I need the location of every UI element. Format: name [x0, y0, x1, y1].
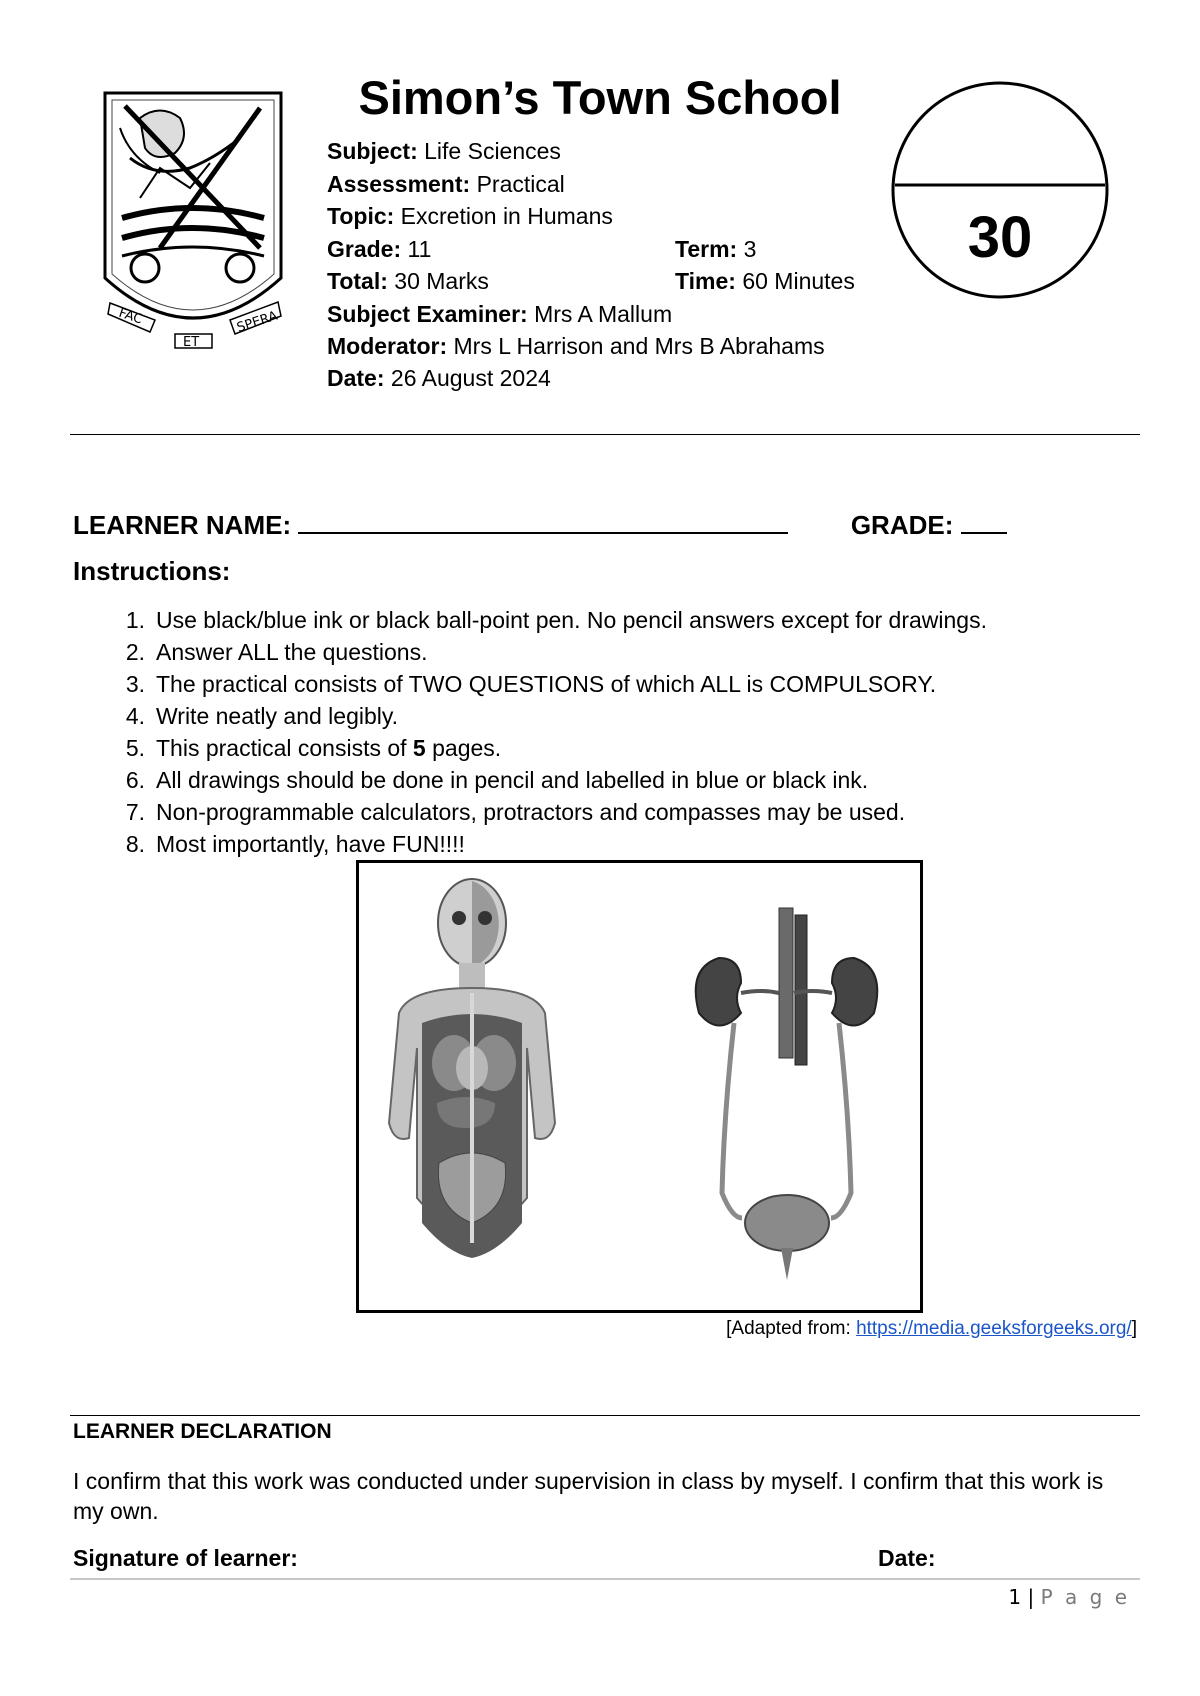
- header-divider: [70, 434, 1140, 435]
- declaration-date-label: Date:: [878, 1545, 936, 1571]
- topic-line: Topic: Excretion in Humans: [327, 203, 613, 229]
- page-number: 1: [1008, 1585, 1022, 1609]
- time-line: Time: 60 Minutes: [675, 268, 855, 294]
- attribution-link[interactable]: https://media.geeksforgeeks.org/: [856, 1318, 1132, 1339]
- motto-fac: FAC: [116, 305, 145, 328]
- learner-grade-blank[interactable]: [961, 506, 1007, 534]
- urinary-system-icon: [696, 908, 878, 1280]
- list-item: 7. Non-programmable calculators, protractors and compasses may be used.: [125, 799, 906, 825]
- list-item: 6. All drawings should be done in pencil and labelled in blue or black ink.: [125, 767, 869, 793]
- score-total: 30: [967, 205, 1033, 270]
- term-line: Term: 3: [675, 236, 757, 262]
- motto-spera: SPERA: [235, 308, 280, 336]
- score-circle: [888, 80, 1112, 300]
- footer-divider: [70, 1578, 1140, 1580]
- assessment-line: Assessment: Practical: [327, 171, 565, 197]
- examiner-line: Subject Examiner: Mrs A Mallum: [327, 301, 673, 327]
- learner-grade-label: GRADE:: [850, 510, 954, 540]
- list-item: 8. Most importantly, have FUN!!!!: [125, 831, 465, 857]
- learner-name-blank[interactable]: [298, 506, 788, 534]
- date-line: Date: 26 August 2024: [327, 365, 551, 391]
- human-anatomy-illustration: [359, 863, 920, 1310]
- page-word: P a g e: [1040, 1585, 1130, 1609]
- page-footer: 1 | P a g e: [1008, 1585, 1130, 1609]
- list-item: 1. Use black/blue ink or black ball-point pen. No pencil answers except for drawings.: [125, 607, 987, 633]
- learner-name-label: LEARNER NAME:: [73, 510, 292, 540]
- declaration-divider: [70, 1415, 1140, 1416]
- human-torso-icon: [389, 879, 555, 1258]
- list-item: 5. This practical consists of 5 pages.: [125, 735, 502, 761]
- school-crest-icon: [100, 88, 286, 358]
- moderator-line: Moderator: Mrs L Harrison and Mrs B Abrahams: [327, 333, 825, 359]
- declaration-heading: LEARNER DECLARATION: [73, 1420, 332, 1443]
- motto-et: ET: [183, 335, 200, 350]
- list-item: 4. Write neatly and legibly.: [125, 703, 399, 729]
- school-name: Simon’s Town School: [358, 71, 842, 124]
- declaration-text: I confirm that this work was conducted under supervision in class by myself. I confirm that this work is my own.: [73, 1468, 1104, 1524]
- subject-line: Subject: Life Sciences: [327, 138, 561, 164]
- instructions-heading: Instructions:: [73, 556, 231, 586]
- list-item: 3. The practical consists of TWO QUESTIONS of which ALL is COMPULSORY.: [125, 671, 937, 697]
- learner-name-row: [73, 506, 1007, 541]
- list-item: 2. Answer ALL the questions.: [125, 639, 428, 665]
- instructions-list: [105, 604, 987, 860]
- signature-label: Signature of learner:: [73, 1545, 298, 1571]
- anatomy-figure: [356, 860, 923, 1313]
- total-line: Total: 30 Marks: [327, 268, 489, 294]
- grade-line: Grade: 11: [327, 236, 432, 262]
- image-attribution: [Adapted from: https://media.geeksforgeeks.org/]: [726, 1318, 1137, 1339]
